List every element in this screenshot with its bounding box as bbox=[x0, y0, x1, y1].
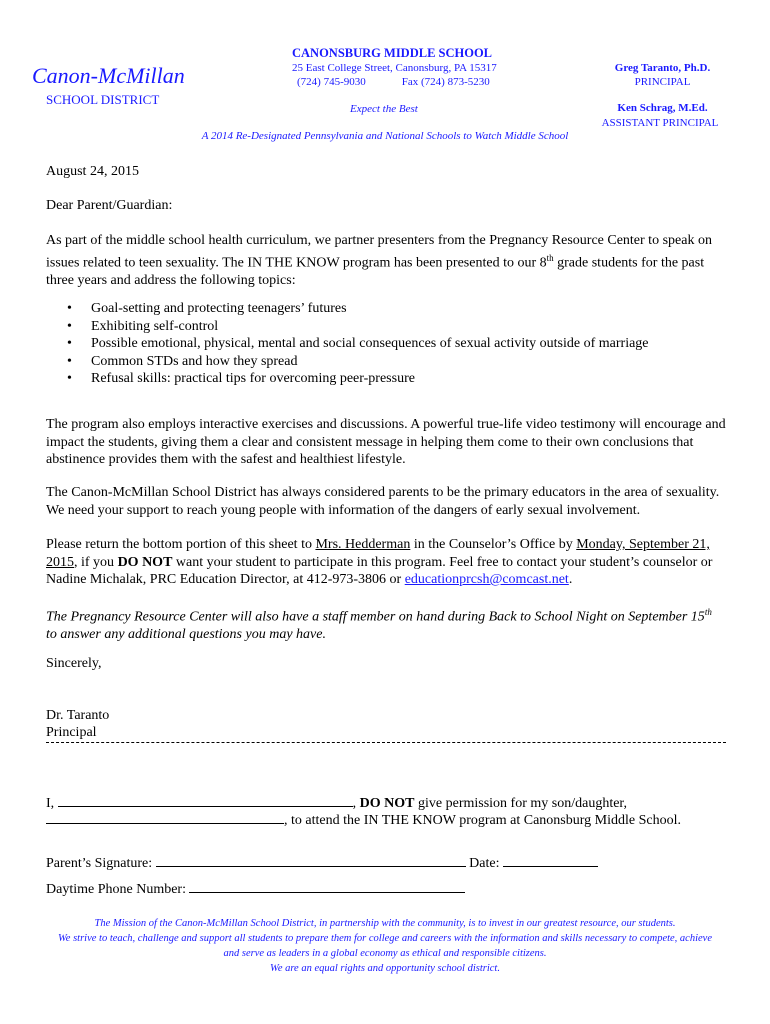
list-item: • Exhibiting self-control bbox=[46, 318, 726, 336]
school-name: CANONSBURG MIDDLE SCHOOL bbox=[292, 46, 493, 60]
intro-text-b: grade students for the past three years and address the following topics: bbox=[46, 255, 705, 288]
mission-statement bbox=[30, 916, 740, 976]
salutation: Dear Parent/Guardian: bbox=[46, 198, 173, 213]
principal-name: Greg Taranto, Ph.D. bbox=[614, 62, 711, 74]
return-text-b: in the Counselor’s Office by bbox=[410, 537, 577, 552]
form-permission-text: give permission for my son/daughter, bbox=[418, 796, 628, 811]
form-i-label: I, bbox=[46, 796, 55, 811]
paragraph-intro bbox=[46, 232, 726, 289]
form-phone-row bbox=[46, 879, 726, 899]
paragraph-district: The Canon-McMillan School District has always considered parents to be the primary educators in the area of sexuality. We need your support to reach young people with information of the dangers of early sexual involvement. bbox=[46, 485, 720, 518]
fax-number: Fax (724) 873-5230 bbox=[401, 76, 490, 88]
return-text-e: . bbox=[568, 572, 573, 587]
paragraph-program: The program also employs interactive exercises and discussions. A powerful true-life video testimony will encourage and impact the students, giving them a clear and consistent message in helping them come to their own conclusions that abstinence provides them with the safest and healthiest lifestyle. bbox=[46, 417, 726, 467]
mission-line: We strive to teach, challenge and support all students to prepare them for college and careers with the information and skills necessary to compete, achieve bbox=[58, 933, 712, 944]
school-designation: A 2014 Re-Designated Pennsylvania and National Schools to Watch Middle School bbox=[201, 130, 569, 142]
list-item: • Common STDs and how they spread bbox=[46, 353, 726, 371]
bts-superscript: th bbox=[704, 607, 712, 617]
letter-date: August 24, 2015 bbox=[46, 164, 139, 179]
bts-text-b: to answer any additional questions you may have. bbox=[46, 627, 326, 643]
date-field[interactable] bbox=[503, 853, 598, 867]
contact-email-link[interactable]: educationprcsh@comcast.net bbox=[404, 572, 569, 587]
bts-text-a: The Pregnancy Resource Center will also have a staff member on hand during Back to School Night on September 15 bbox=[46, 609, 705, 625]
form-program-text: , to attend the IN THE KNOW program at Canonsburg Middle School. bbox=[284, 813, 681, 828]
mission-line: and serve as leaders in a global economy as ethical and responsible citizens. bbox=[223, 948, 547, 959]
return-text-c: , if you bbox=[74, 554, 118, 570]
phone-label: Daytime Phone Number: bbox=[46, 882, 186, 897]
return-deadline: Monday, September 21, 2015 bbox=[46, 537, 710, 570]
paragraph-back-to-school bbox=[46, 604, 726, 644]
paragraph-return-instructions bbox=[46, 536, 726, 589]
signer-name: Dr. Taranto bbox=[46, 708, 110, 723]
signature-label: Parent’s Signature: bbox=[46, 856, 153, 871]
school-address: 25 East College Street, Canonsburg, PA 15317 bbox=[292, 62, 497, 74]
do-not-emphasis: DO NOT bbox=[117, 554, 173, 570]
list-item: • Possible emotional, physical, mental and social consequences of sexual activity outside of marriage bbox=[46, 335, 726, 353]
form-comma: , bbox=[352, 796, 357, 811]
assistant-principal-title: ASSISTANT PRINCIPAL bbox=[601, 117, 719, 129]
phone-number: (724) 745-9030 bbox=[297, 76, 366, 88]
district-logo: Canon-McMillan bbox=[32, 63, 185, 88]
intro-text-a: As part of the middle school health curriculum, we partner presenters from the Pregnancy Resource Center to speak on issues related to teen sexuality. The IN THE KNOW program has been presented to our 8 bbox=[46, 233, 712, 271]
mission-line: The Mission of the Canon-McMillan School District, in partnership with the community, is to invest in our greatest resource, our students. bbox=[94, 918, 676, 929]
topics-list bbox=[46, 300, 726, 388]
parent-name-field[interactable] bbox=[58, 793, 353, 807]
date-label: Date: bbox=[469, 856, 500, 871]
form-signature-row bbox=[46, 853, 726, 873]
district-label: SCHOOL DISTRICT bbox=[46, 92, 160, 107]
assistant-principal-name: Ken Schrag, M.Ed. bbox=[617, 102, 708, 114]
counselor-name: Mrs. Hedderman bbox=[315, 537, 411, 552]
intro-superscript: th bbox=[546, 252, 554, 263]
school-motto: Expect the Best bbox=[350, 103, 418, 115]
signature-field[interactable] bbox=[156, 853, 466, 867]
mission-line: We are an equal rights and opportunity school district. bbox=[270, 963, 500, 974]
list-item: • Refusal skills: practical tips for overcoming peer-pressure bbox=[46, 370, 726, 388]
signer-title: Principal bbox=[46, 725, 97, 740]
phone-field[interactable] bbox=[189, 879, 465, 893]
list-item: • Goal-setting and protecting teenagers’ futures bbox=[46, 300, 726, 318]
return-text-d: want your student to participate in this program. Feel free to contact your student’s counselor or Nadine Michalak, PRC Education Director, at 412-973-3806 or bbox=[46, 554, 713, 587]
form-line-2 bbox=[46, 810, 726, 830]
school-phones bbox=[297, 76, 490, 88]
return-text-a: Please return the bottom portion of this sheet to bbox=[46, 537, 316, 552]
principal-title: PRINCIPAL bbox=[634, 76, 691, 88]
student-name-field[interactable] bbox=[46, 810, 284, 824]
cut-line bbox=[46, 742, 726, 743]
closing: Sincerely, bbox=[46, 656, 102, 671]
form-do-not: DO NOT bbox=[359, 796, 415, 811]
